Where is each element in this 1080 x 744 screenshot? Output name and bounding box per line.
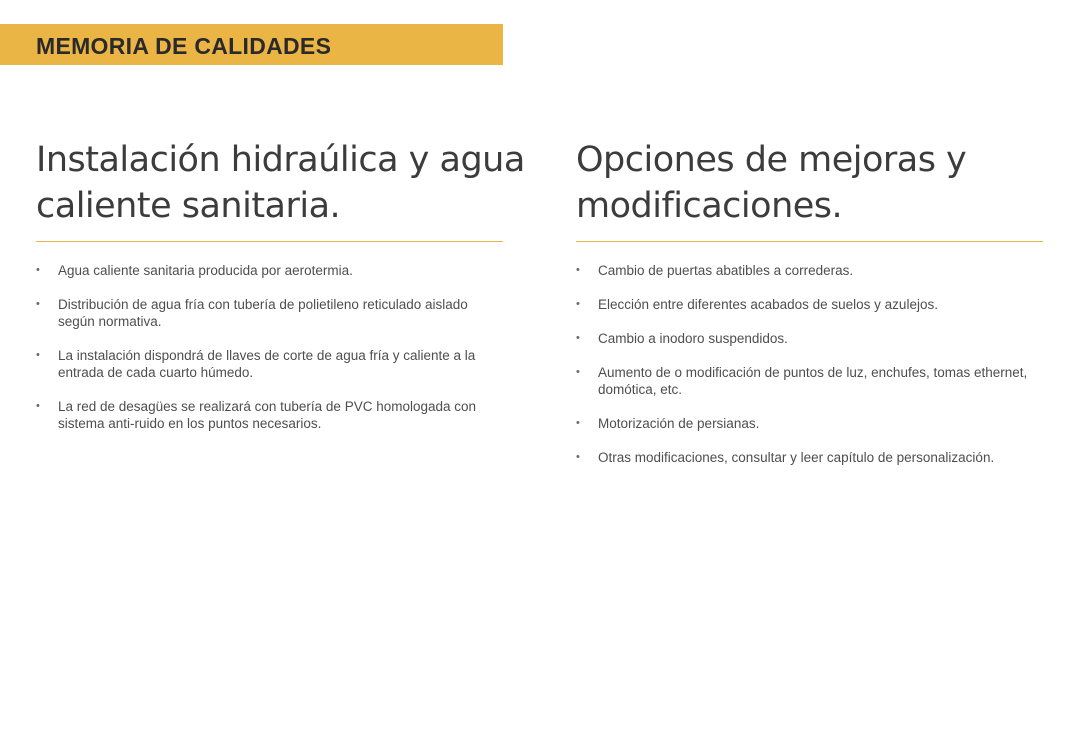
list-item: [36, 347, 503, 381]
bullet-icon: •: [36, 349, 40, 361]
list-item-text: Agua caliente sanitaria producida por aerotermia.: [58, 263, 353, 278]
list-item-text: Cambio a inodoro suspendidos.: [598, 331, 788, 346]
list-item: [576, 449, 1043, 466]
left-heading: [36, 137, 525, 229]
list-item-text: Aumento de o modificación de puntos de luz, enchufes, tomas ethernet, domótica, etc.: [598, 365, 1028, 397]
left-bullet-list: [36, 262, 503, 432]
left-heading-line-1: Instalación hidraúlica y agua: [36, 140, 525, 180]
right-heading: [576, 137, 1043, 229]
list-item-text: Cambio de puertas abatibles a correderas.: [598, 263, 854, 278]
bullet-icon: •: [36, 264, 40, 276]
left-column: [36, 137, 525, 449]
list-item: [36, 296, 503, 330]
list-item: [576, 262, 1043, 279]
banner-title: MEMORIA DE CALIDADES: [36, 33, 332, 59]
section-banner: [0, 24, 503, 65]
list-item-text: Elección entre diferentes acabados de suelos y azulejos.: [598, 297, 938, 312]
list-item-text: Distribución de agua fría con tubería de polietileno reticulado aislado según normativa.: [58, 297, 468, 329]
bullet-icon: •: [576, 332, 580, 344]
bullet-icon: •: [36, 298, 40, 310]
right-heading-line-2: modificaciones.: [576, 186, 843, 226]
bullet-icon: •: [576, 366, 580, 378]
list-item-text: La instalación dispondrá de llaves de corte de agua fría y caliente a la entrada de cada cuarto húmedo.: [58, 348, 476, 380]
list-item-text: Otras modificaciones, consultar y leer capítulo de personalización.: [598, 450, 995, 465]
list-item: [576, 296, 1043, 313]
list-item-text: Motorización de persianas.: [598, 416, 760, 431]
list-item: [576, 330, 1043, 347]
bullet-icon: •: [576, 451, 580, 463]
right-column: [576, 137, 1043, 483]
list-item: [576, 364, 1043, 398]
list-item: [36, 262, 503, 279]
left-heading-line-2: caliente sanitaria.: [36, 186, 341, 226]
list-item: [576, 415, 1043, 432]
bullet-icon: •: [36, 400, 40, 412]
list-item-text: La red de desagües se realizará con tubería de PVC homologada con sistema anti-ruido en los puntos necesarios.: [58, 399, 477, 431]
right-bullet-list: [576, 262, 1043, 466]
left-divider: [36, 241, 503, 242]
bullet-icon: •: [576, 417, 580, 429]
list-item: [36, 398, 503, 432]
right-heading-line-1: Opciones de mejoras y: [576, 140, 967, 180]
bullet-icon: •: [576, 264, 580, 276]
bullet-icon: •: [576, 298, 580, 310]
right-divider: [576, 241, 1043, 242]
